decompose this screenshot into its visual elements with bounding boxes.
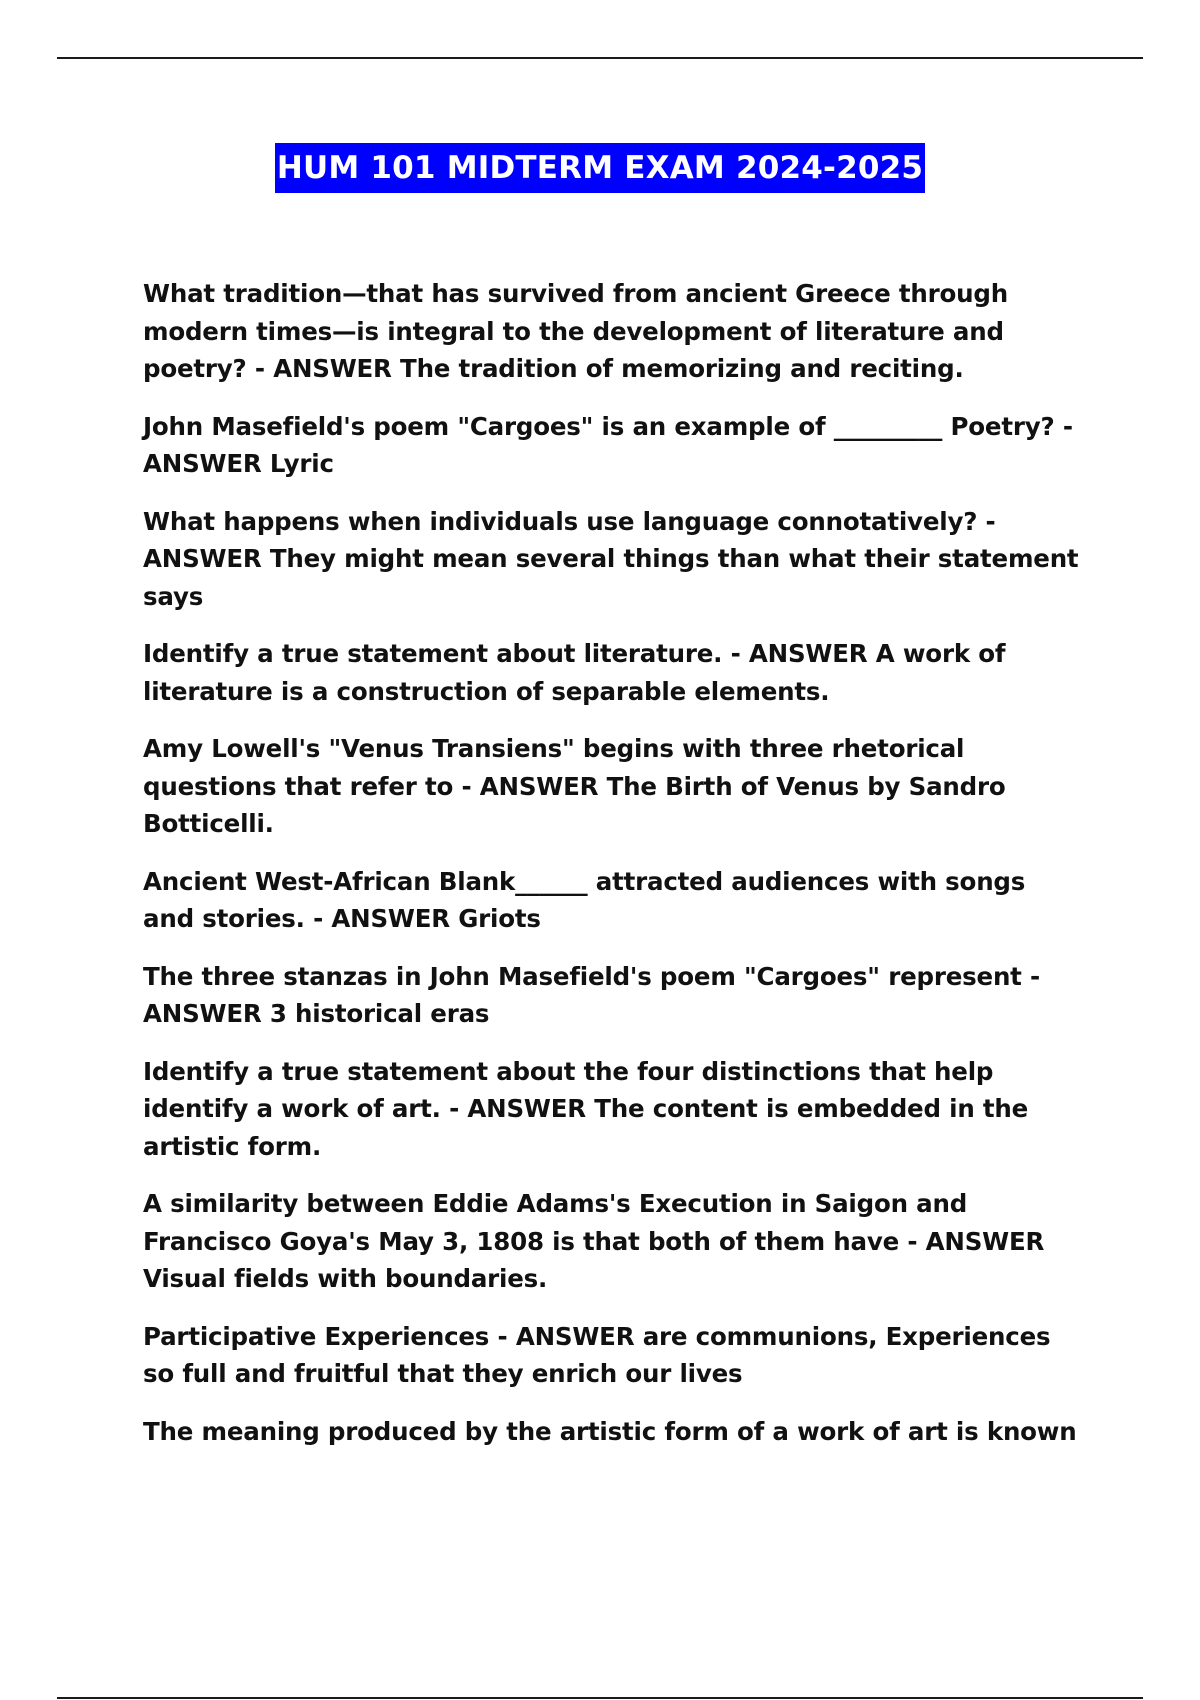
question-item-3: What happens when individuals use language connotatively? - ANSWER They might mean several things than what their statement says (143, 506, 1079, 611)
question-item-1: What tradition—that has survived from ancient Greece through modern times—is integral to the development of literature and poetry? - ANSWER The tradition of memorizing and reciting. (143, 279, 1008, 383)
question-item-9: A similarity between Eddie Adams's Execution in Saigon and Francisco Goya's May 3, 1808 is that both of them have - ANSWER Visual fields with boundaries. (143, 1189, 1045, 1293)
top-rule (57, 57, 1143, 59)
question-item-7: The three stanzas in John Masefield's poem "Cargoes" represent - ANSWER 3 historical eras (143, 961, 1040, 1028)
question-item-11: The meaning produced by the artistic form of a work of art is known (143, 1416, 1077, 1446)
question-item-2: John Masefield's poem "Cargoes" is an example of _________ Poetry? - ANSWER Lyric (143, 411, 1073, 478)
bottom-rule (57, 1697, 1143, 1699)
question-item-10: Participative Experiences - ANSWER are communions, Experiences so full and fruitful that they enrich our lives (143, 1321, 1051, 1388)
question-item-5: Amy Lowell's "Venus Transiens" begins with three rhetorical questions that refer to - ANSWER The Birth of Venus by Sandro Botticelli. (143, 734, 1006, 838)
question-item-4: Identify a true statement about literature. - ANSWER A work of literature is a construction of separable elements. (143, 639, 1006, 706)
title-container (0, 143, 1200, 193)
page-title: HUM 101 MIDTERM EXAM 2024-2025 (275, 143, 925, 193)
question-item-8: Identify a true statement about the four distinctions that help identify a work of art. - ANSWER The content is embedded in the artistic form. (143, 1056, 1029, 1161)
question-item-6: Ancient West-African Blank______ attracted audiences with songs and stories. - ANSWER Griots (143, 866, 1026, 933)
question-list (143, 275, 1083, 1470)
